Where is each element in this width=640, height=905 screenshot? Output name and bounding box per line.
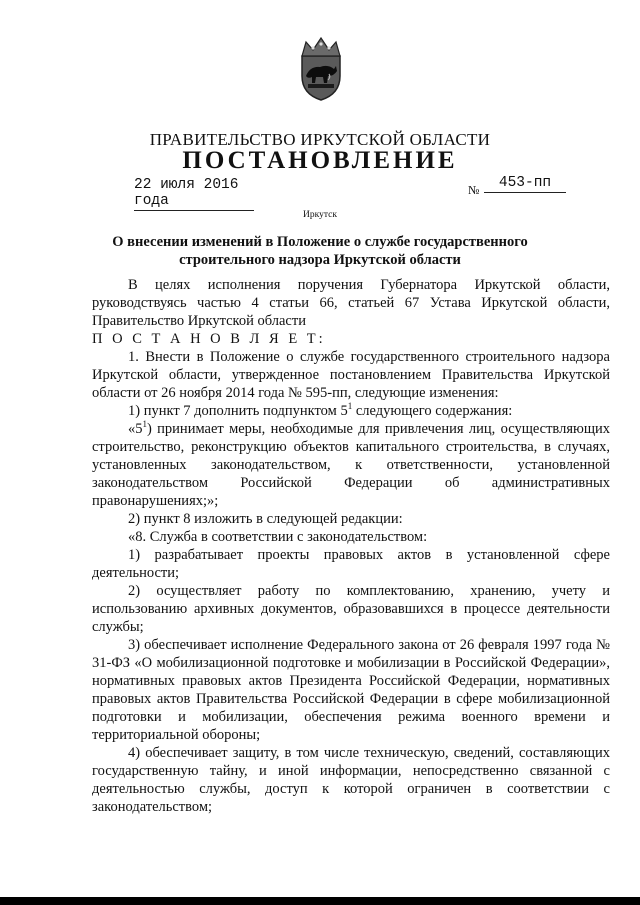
preamble-paragraph: В целях исполнения поручения Губернатора Иркутской области, руководствуясь частью 4 статьи 66, статьей 67 Устава Иркутской области, Правительство Иркутской области — [92, 277, 610, 329]
city-name: Иркутск — [303, 210, 337, 220]
document-date: 22 июля 2016 года — [134, 177, 254, 211]
document-body — [92, 276, 610, 816]
document-subject — [0, 233, 640, 269]
subject-line-1: О внесении изменений в Положение о службе государственного — [112, 234, 528, 250]
subclause-5-1-open: «5 — [128, 421, 143, 437]
government-name: ПРАВИТЕЛЬСТВО ИРКУТСКОЙ ОБЛАСТИ — [149, 130, 491, 149]
document-number: 453-пп — [484, 175, 566, 193]
point-8-item-1: 1) разрабатывает проекты правовых актов в установленной сфере деятельности; — [92, 547, 610, 581]
subject-line-2: строительного надзора Иркутской области — [179, 252, 461, 268]
clause-1-1-text: 1) пункт 7 дополнить подпунктом 5 — [128, 403, 348, 419]
point-8-item-2: 2) осуществляет работу по комплектованию, хранению, учету и использованию архивных документов, образовавшихся в процессе деятельности службы; — [92, 583, 610, 635]
point-8-heading: «8. Служба в соответствии с законодательством: — [128, 529, 428, 545]
clause-1-1-sup: 1 — [347, 401, 353, 412]
resolve-heading: П О С Т А Н О В Л Я Е Т: — [92, 331, 326, 347]
coat-of-arms-emblem — [296, 36, 346, 102]
point-8-item-3: 3) обеспечивает исполнение Федерального закона от 26 февраля 1997 года № 31-ФЗ «О мобилизационной подготовке и мобилизации в Российской Федерации», нормативных правовых актов Президента Российской Федерации, нормативных правовых актов Правительства Российской Федерации в сфере мобилизационной подготовки и мобилизации, обеспечения режима военного времени и территориальной обороны; — [92, 637, 610, 743]
clause-1-paragraph: 1. Внести в Положение о службе государственного строительного надзора Иркутской области, утвержденное постановлением Правительства Иркутской области от 26 ноября 2014 года № 595-пп, следующие изменения: — [92, 349, 610, 401]
document-type-title: ПОСТАНОВЛЕНИЕ — [182, 147, 458, 174]
clause-1-1-paragraph — [92, 402, 610, 420]
subclause-5-1-text: ) принимает меры, необходимые для привлечения лиц, осуществляющих строительство, реконструкцию объектов капитального строительства, в случаях, установленных законодательством, к ответственности, установленной законодательством Российской Федерации об административных правонарушениях;»; — [92, 421, 610, 509]
clause-1-2-paragraph: 2) пункт 8 изложить в следующей редакции: — [128, 511, 403, 527]
scan-bottom-border — [0, 897, 640, 905]
subclause-5-1-paragraph — [92, 420, 610, 510]
clause-1-1-text-end: следующего содержания: — [352, 403, 513, 419]
point-8-item-4: 4) обеспечивает защиту, в том числе техническую, сведений, составляющих государственную тайну, и иной информации, непосредственно связанной с деятельностью службы, доступ к которой ограничен в соответствии с законодательством; — [92, 745, 610, 815]
subclause-5-1-sup: 1 — [142, 419, 147, 430]
number-sign: № — [468, 183, 480, 197]
